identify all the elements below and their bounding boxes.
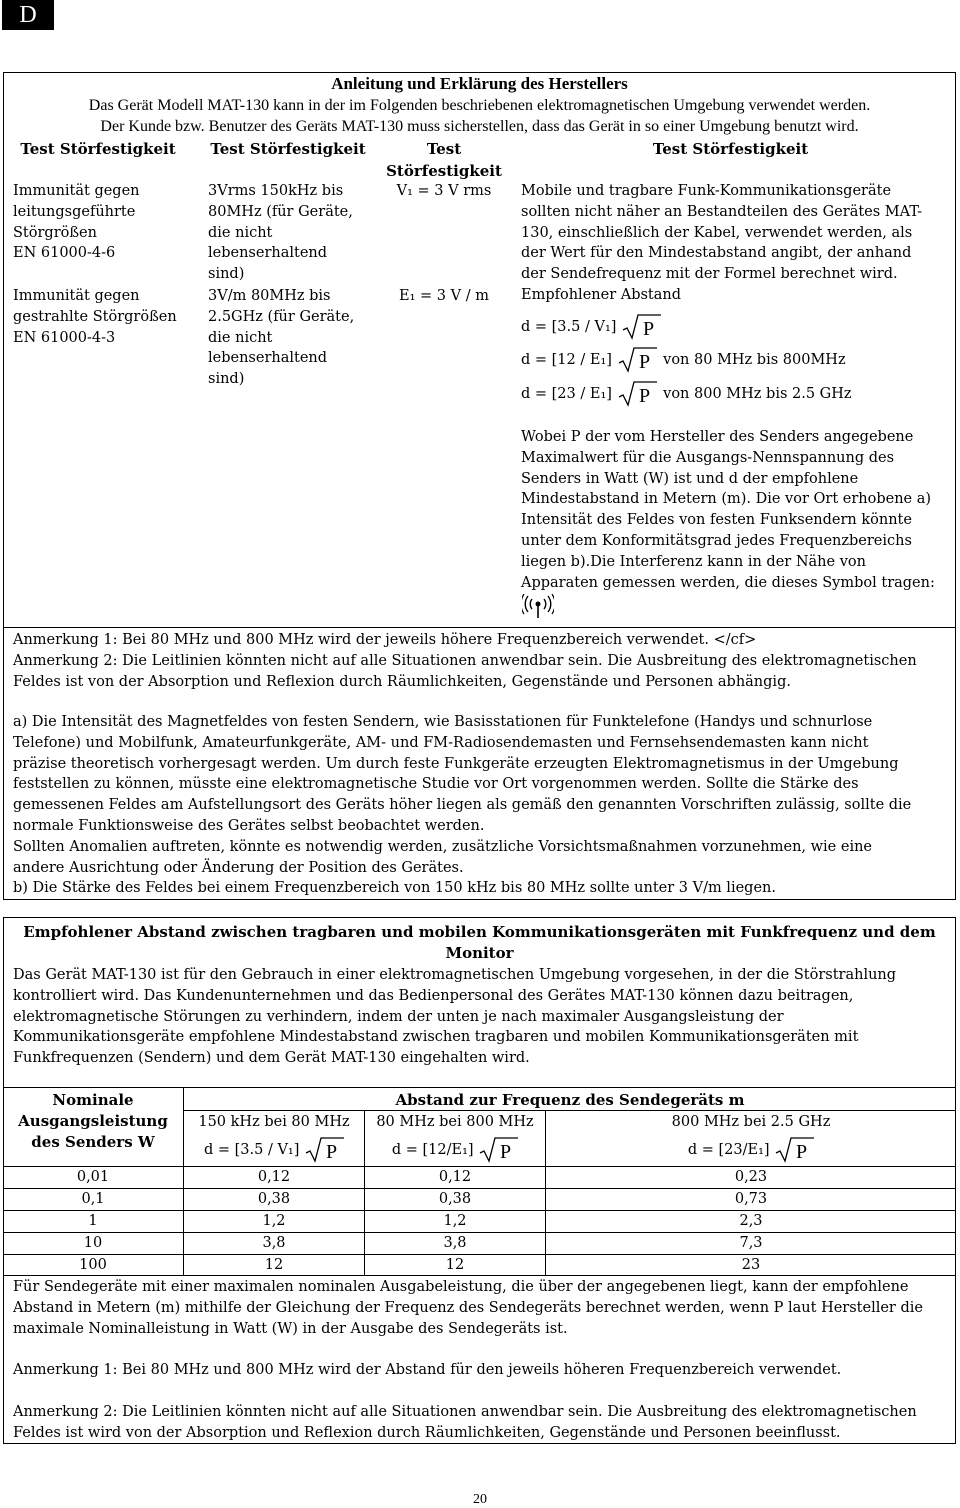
sqrt-icon <box>304 1136 344 1164</box>
section1-title: Anleitung und Erklärung des Herstellers <box>331 74 628 93</box>
section1-intro-1: Das Gerät Modell MAT-130 kann in der im Folgenden beschriebenen elektromagnetischen Umgebung verwendet werden. <box>88 97 871 114</box>
table-cell: 12 <box>264 1257 284 1273</box>
sqrt-icon <box>478 1136 518 1164</box>
sqrt-icon <box>621 313 661 341</box>
distance-table <box>0 1167 960 1277</box>
svg-text:P: P <box>643 318 655 340</box>
table-formula-3: d = [23/E₁] P <box>546 1136 956 1164</box>
section2-title: Empfohlener Abstand zwischen tragbaren und mobilen Kommunikationsgeräten mit Funkfrequenz und dem Monitor <box>23 923 936 962</box>
explanation-text: Wobei P der vom Hersteller des Senders angegebene Maximalwert für die Ausgangs-Nennspannung des Senders in Watt (W) ist und d der empfohlene Mindestabstand in Metern (m). Die vor Ort erhobene a) Intensität des Feldes von festen Funksendern könnte unter dem Konformitätsgrad jedes Frequenzbereichs liegen b).Die Interferenz kann in der Nähe von Apparaten gemessen werden, die dieses Symbol tragen: <box>521 429 935 591</box>
freq-80mhz: 80 MHz bei 800 MHz <box>376 1114 534 1130</box>
row2-col4-title: Empfohlener Abstand <box>521 287 682 303</box>
svg-text:P: P <box>326 1141 338 1163</box>
table-cell: 1,2 <box>262 1213 286 1229</box>
header-test-4: Test Störfestigkeit <box>652 140 809 158</box>
row2-col2: 3V/m 80MHz bis 2.5GHz (für Geräte, die nicht lebenserhaltend sind) <box>208 288 355 388</box>
header-test-1: Test Störfestigkeit <box>20 140 176 158</box>
header-test-3b: Störfestigkeit <box>386 162 502 180</box>
formula-1: d = [3.5 / V₁] P <box>521 313 661 341</box>
row1-col3: V₁ = 3 V rms <box>396 183 492 199</box>
header-test-2: Test Störfestigkeit <box>210 140 366 158</box>
table-cell: 0,23 <box>734 1169 768 1185</box>
non-ionizing-radiation-icon <box>522 594 554 620</box>
table-cell: 1 <box>88 1213 98 1229</box>
table-cell: 7,3 <box>739 1235 763 1251</box>
row1-col4: Mobile und tragbare Funk-Kommunikationsgeräte sollten nicht näher an Bestandteilen des Gerätes MAT- 130, einschließlich der Kabel, verwendet werden, als der Wert für den Mindestabstand angibt, der anhand der Sendefrequenz mit der Formel berechnet wird. <box>521 183 923 283</box>
sqrt-icon <box>617 346 657 374</box>
table-cell: 3,8 <box>262 1235 286 1251</box>
section2-note-1: Anmerkung 1: Bei 80 MHz und 800 MHz wird der Abstand für den jeweils höheren Frequenzbereich verwendet. <box>13 1362 842 1378</box>
table-cell: 0,12 <box>438 1169 472 1185</box>
table-cell: 10 <box>83 1235 103 1251</box>
divider <box>3 627 956 628</box>
page-number: 20 <box>473 1492 487 1507</box>
formula-2: d = [12 / E₁] P von 80 MHz bis 800MHz <box>521 346 846 374</box>
header-test-3: Test <box>426 140 462 158</box>
table-cell: 2,3 <box>739 1213 763 1229</box>
table-cell: 1,2 <box>443 1213 467 1229</box>
svg-text:P: P <box>638 385 650 407</box>
row1-col2: 3Vrms 150kHz bis 80MHz (für Geräte, die nicht lebenserhaltend sind) <box>208 183 353 283</box>
sqrt-icon <box>774 1136 814 1164</box>
header-distance: Abstand zur Frequenz des Sendegeräts m <box>395 1091 745 1109</box>
svg-text:P: P <box>500 1141 512 1163</box>
table-cell: 0,38 <box>257 1191 291 1207</box>
section1-notes: Anmerkung 1: Bei 80 MHz und 800 MHz wird der jeweils höhere Frequenzbereich verwendet. </cf> Anmerkung 2: Die Leitlinien könnten nicht auf alle Situationen anwendbar sein. Die Ausbreitung des elektromagnetischen Feldes ist von der Absorption und Reflexion durch Räumlichkeiten, Gegenstände und Personen abhängig. <box>13 632 917 690</box>
language-tag: D <box>2 0 54 30</box>
table-formula-2: d = [12/E₁] P <box>365 1136 545 1164</box>
table-cell: 0,1 <box>81 1191 105 1207</box>
section2-intro: Das Gerät MAT-130 ist für den Gebrauch in einer elektromagnetischen Umgebung vorgesehen, in der die Störstrahlung kontrolliert wird. Das Kundenunternehmen und das Bedienpersonal des Gerätes MAT-130 können dazu beitragen, elektromagnetische Störungen zu verhindern, indem der unten je nach maximaler Ausgangsleistung der Kommunikationsgeräte empfohlene Mindestabstand zwischen tragbaren und mobilen Kommunikationsgeräten mit Funkfrequenzen (Sendern) und dem Gerät MAT-130 eingehalten wird. <box>13 967 897 1067</box>
header-power: Nominale Ausgangsleistung des Senders W <box>18 1091 168 1151</box>
section2-note-2: Anmerkung 2: Die Leitlinien könnten nicht auf alle Situationen anwendbar sein. Die Ausbreitung des elektromagnetischen Feldes ist wird von der Absorption und Reflexion durch Räumlichkeiten, Gegenstände und Personen beeinflusst. <box>13 1404 917 1441</box>
section1-intro-2: Der Kunde bzw. Benutzer des Geräts MAT-130 muss sicherstellen, dass das Gerät in so einer Umgebung benutzt wird. <box>100 118 859 135</box>
row2-col1: Immunität gegen gestrahlte Störgrößen EN 61000-4-3 <box>13 288 177 346</box>
table-cell: 0,12 <box>257 1169 291 1185</box>
table-cell: 100 <box>79 1257 107 1273</box>
table-cell: 23 <box>741 1257 761 1273</box>
section1-footnotes: a) Die Intensität des Magnetfeldes von festen Sendern, wie Basisstationen für Funktelefone (Handys und schnurlose Telefone) und Mobilfunk, Amateurfunkgeräte, AM- und FM-Radiosendemasten und Fernsehsendemasten kann nicht präzise theoretisch vorhergesagt werden. Um durch feste Funkgeräte erzeugten Elektromagnetismus in der Umgebung feststellen zu können, müsste eine elektromagnetische Studie vor Ort vorgenommen werden. Sollte die Stärke des gemessenen Feldes am Aufstellungsort des Geräts höher liegen als gemäß den genannten Vorschriften zulässig, sollte die normale Funktionsweise des Gerätes selbst beobachtet werden. Sollten Anomalien auftreten, könnte es notwendig werden, zusätzliche Vorsichtsmaßnahmen vorzunehmen, wie eine andere Ausrichtung oder Änderung der Position des Gerätes. b) Die Stärke des Feldes bei einem Frequenzbereich von 150 kHz bis 80 MHz sollte unter 3 V/m liegen. <box>13 714 912 897</box>
freq-800mhz: 800 MHz bei 2.5 GHz <box>671 1114 831 1130</box>
section2-footer: Für Sendegeräte mit einer maximalen nominalen Ausgabeleistung, die über der angegebenen liegt, kann der empfohlene Abstand in Metern (m) mithilfe der Gleichung der Frequenz des Sendegeräts berechnet werden, wenn P laut Hersteller die maximale Nominalleistung in Watt (W) in der Ausgabe des Sendegeräts ist. <box>13 1279 923 1337</box>
svg-text:P: P <box>796 1141 808 1163</box>
svg-text:P: P <box>638 351 650 373</box>
sqrt-icon <box>617 380 657 408</box>
row1-col1: Immunität gegen leitungsgeführte Störgrößen EN 61000-4-6 <box>13 183 140 262</box>
row2-col3: E₁ = 3 V / m <box>399 288 489 304</box>
table-cell: 12 <box>445 1257 465 1273</box>
freq-150khz: 150 kHz bei 80 MHz <box>198 1114 350 1130</box>
table-formula-1: d = [3.5 / V₁] P <box>184 1136 364 1164</box>
table-cell: 3,8 <box>443 1235 467 1251</box>
table-cell: 0,73 <box>734 1191 768 1207</box>
table-cell: 0,38 <box>438 1191 472 1207</box>
formula-3: d = [23 / E₁] P von 800 MHz bis 2.5 GHz <box>521 380 852 408</box>
table-cell: 0,01 <box>76 1169 110 1185</box>
